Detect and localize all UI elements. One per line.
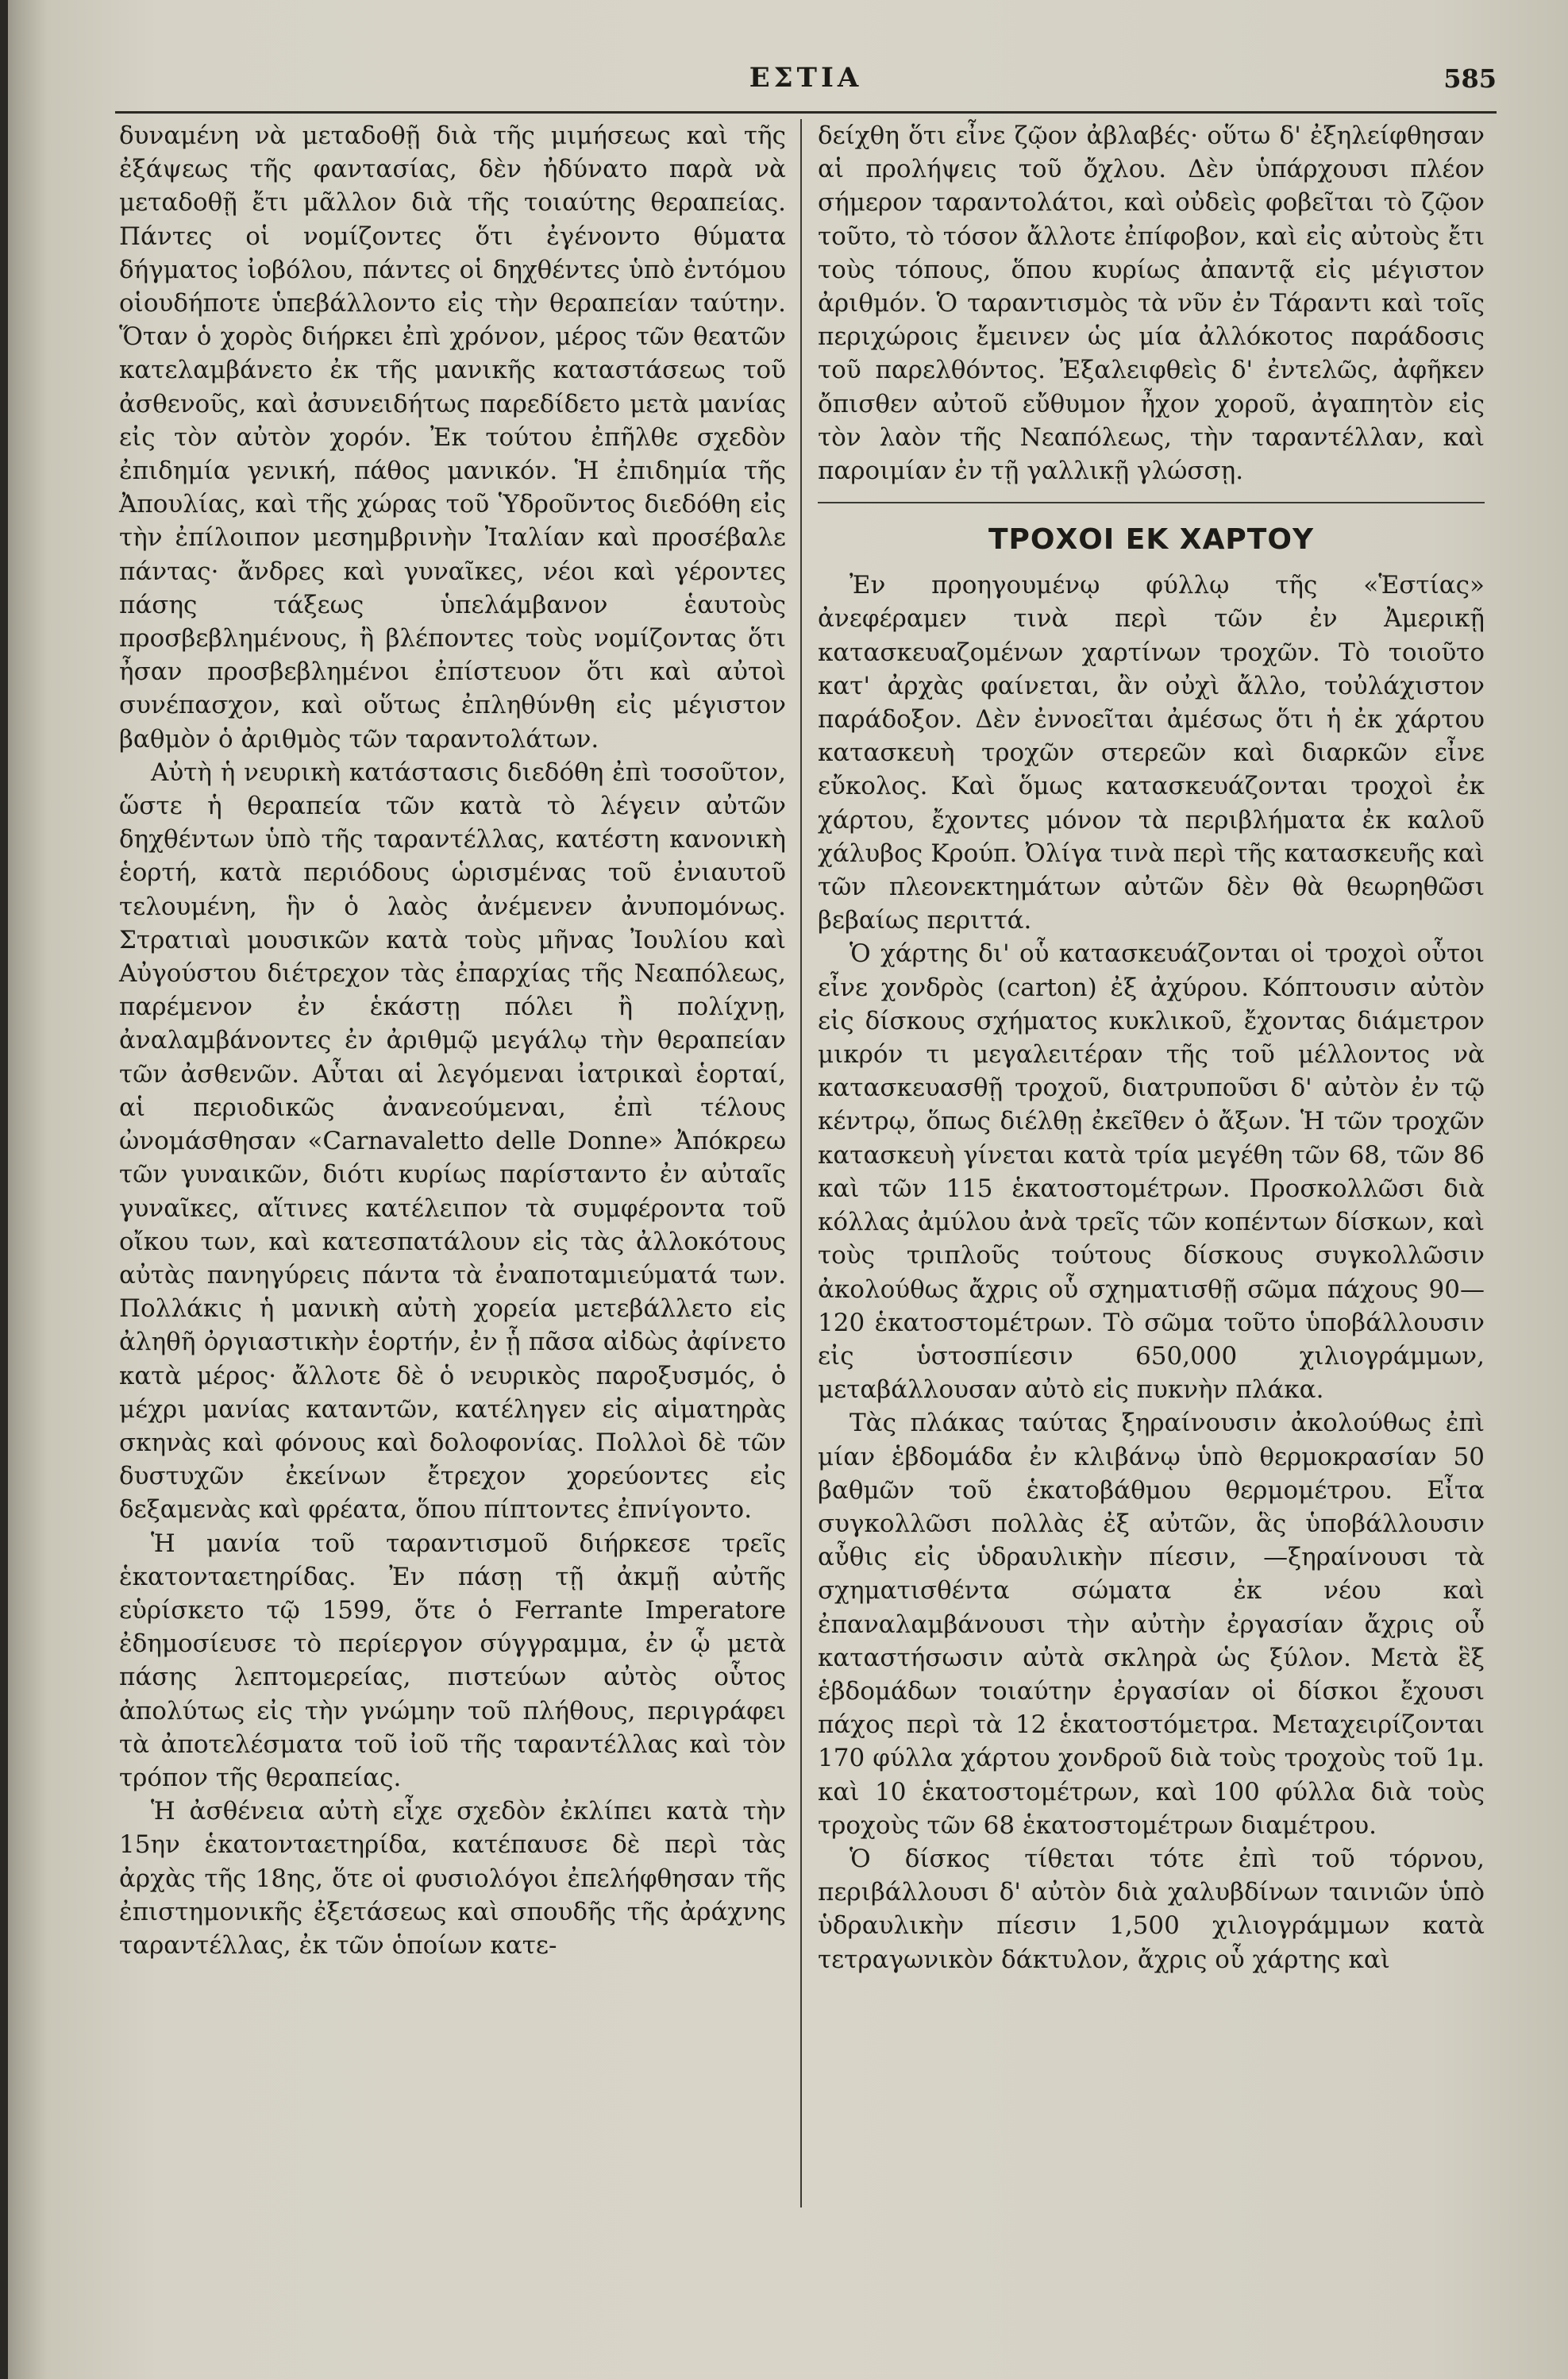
page-number: 585 [1443,64,1497,94]
paragraph: Ἐν προηγουμένῳ φύλλῳ τῆς «Ἑστίας» ἀνεφέραμεν τινὰ περὶ τῶν ἐν Ἀμερικῇ κατασκευαζομένων χαρτίνων τροχῶν. Τὸ τοιοῦτο κατ' ἀρχὰς φαίνεται, ἂν οὐχὶ ἄλλο, τοὐλάχιστον παράδοξον. Δὲν ἐννοεῖται ἀμέσως ὅτι ἡ ἐκ χάρτου κατασκευὴ τροχῶν στερεῶν καὶ διαρκῶν εἶνε εὔκολος. Καὶ ὅμως κατασκευάζονται τροχοὶ ἐκ χάρτου, ἔχοντες μόνον τὰ περιβλήματα ἐκ καλοῦ χάλυβος Κρούπ. Ὀλίγα τινὰ περὶ τῆς κατασκευῆς καὶ τῶν πλεονεκτημάτων αὐτῶν δὲν θὰ θεωρηθῶσι βεβαίως περιττά. [818,571,1485,935]
page-binding-edge [0,0,8,2379]
column-rule [800,119,802,2207]
paragraph: Ἡ μανία τοῦ ταραντισμοῦ διήρκεσε τρεῖς ἑκατονταετηρίδας. Ἐν πάσῃ τῇ ἀκμῇ αὐτῆς εὑρίσκετο τῷ 1599, ὅτε ὁ Ferrante Imperatore ἐδημοσίευσε τὸ περίεργον σύγγραμμα, ἐν ᾧ μετὰ πάσης λεπτομερείας, πιστεύων αὐτὸς οὗτος ἀπολύτως εἰς τὴν γνώμην τοῦ πλήθους, περιγράφει τὰ ἀποτελέσματα τοῦ ἰοῦ τῆς ταραντέλλας καὶ τὸν τρόπον τῆς θεραπείας. [119,1529,786,1792]
journal-title: ΕΣΤΙΑ [749,62,863,94]
paragraph: Τὰς πλάκας ταύτας ξηραίνουσιν ἀκολούθως ἐπὶ μίαν ἑβδομάδα ἐν κλιβάνῳ ὑπὸ θερμοκρασίαν 50 βαθμῶν τοῦ ἑκατοβάθμου θερμομέτρου. Εἶτα συγκολλῶσι πολλὰς ἐξ αὐτῶν, ἃς ὑποβάλλουσιν αὖθις εἰς ὑδραυλικὴν πίεσιν, —ξηραίνουσι τὰ σχηματισθέντα σώματα ἐκ νέου καὶ ἐπαναλαμβάνουσι τὴν αὐτὴν ἐργασίαν ἄχρις οὗ καταστήσωσιν αὐτὰ σκληρὰ ὡς ξύλον. Μετὰ ἓξ ἑβδομάδων τοιαύτην ἐργασίαν οἱ δίσκοι ἔχουσι πάχος περὶ τὰ 12 ἑκατοστόμετρα. Μεταχειρίζονται 170 φύλλα χάρτου χονδροῦ διὰ τοὺς τροχοὺς τοῦ 1μ. καὶ 10 ἑκατοστομέτρων, καὶ 100 φύλλα διὰ τοὺς τροχοὺς τῶν 68 ἑκατοστομέτρων διαμέτρου. [818,1409,1485,1840]
paragraph: Ἡ ἀσθένεια αὐτὴ εἶχε σχεδὸν ἐκλίπει κατὰ τὴν 15ην ἑκατονταετηρίδα, κατέπαυσε δὲ περὶ τὰς ἀρχὰς τῆς 18ης, ὅτε οἱ φυσιολόγοι ἐπελήφθησαν τῆς ἐπιστημονικῆς ἐξετάσεως καὶ σπουδῆς τῆς ἀράχνης ταραντέλλας, ἐκ τῶν ὁποίων κατε- [119,1797,786,1960]
paragraph: Ὁ χάρτης δι' οὗ κατασκευάζονται οἱ τροχοὶ οὗτοι εἶνε χονδρὸς (carton) ἐξ ἀχύρου. Κόπτουσιν αὐτὸν εἰς δίσκους σχήματος κυκλικοῦ, ἔχοντας διάμετρον μικρόν τι μεγαλειτέραν τῆς τοῦ μέλλοντος νὰ κατασκευασθῇ τροχοῦ, διατρυποῦσι δ' αὐτὸν ἐν τῷ κέντρῳ, ὅπως διέλθῃ ἐκεῖθεν ὁ ἄξων. Ἡ τῶν τροχῶν κατασκευὴ γίνεται κατὰ τρία μεγέθη τῶν 68, τῶν 86 καὶ τῶν 115 ἑκατοστομέτρων. Προσκολλῶσι διὰ κόλλας ἀμύλου ἀνὰ τρεῖς τῶν κοπέντων δίσκων, καὶ τοὺς τριπλοῦς τούτους δίσκους συγκολλῶσιν ἀκολούθως ἄχρις οὗ σχηματισθῇ σῶμα πάχους 90—120 ἑκατοστομέτρων. Τὸ σῶμα τοῦτο ὑποβάλλουσιν εἰς ὑστοσπίεσιν 650,000 χιλιογράμμων, μεταβάλλουσαν αὐτὸ εἰς πυκνὴν πλάκα. [818,939,1485,1405]
section-heading: ΤΡΟΧΟΙ ΕΚ ΧΑΡΤΟΥ [988,523,1315,557]
section-rule [818,502,1485,503]
right-column [818,119,1485,1976]
left-column [119,119,786,1962]
header-rule [115,111,1497,114]
paragraph: δυναμένη νὰ μεταδοθῇ διὰ τῆς μιμήσεως καὶ τῆς ἐξάψεως τῆς φαντασίας, δὲν ἠδύνατο παρὰ νὰ μεταδοθῇ ἔτι μᾶλλον διὰ τῆς τοιαύτης θεραπείας. Πάντες οἱ νομίζοντες ὅτι ἐγένοντο θύματα δήγματος ἰοβόλου, πάντες οἱ δηχθέντες ὑπὸ ἐντόμου οἱουδήποτε ὑπεβάλλοντο εἰς τὴν θεραπείαν ταύτην. Ὅταν ὁ χορὸς διήρκει ἐπὶ χρόνον, μέρος τῶν θεατῶν κατελαμβάνετο ἐκ τῆς μανικῆς καταστάσεως τοῦ ἀσθενοῦς, καὶ ἀσυνειδήτως παρεδίδετο μετὰ μανίας εἰς τὸν αὐτὸν χορόν. Ἐκ τούτου ἐπῆλθε σχεδὸν ἐπιδημία γενική, πάθος μανικόν. Ἡ ἐπιδημία τῆς Ἀπουλίας, καὶ τῆς χώρας τοῦ Ὑδροῦντος διεδόθη εἰς τὴν ἐπίλοιπον μεσημβρινὴν Ἰταλίαν καὶ προσέβαλε πάντας· ἄνδρες καὶ γυναῖκες, νέοι καὶ γέροντες πάσης τάξεως ὑπελάμβανον ἑαυτοὺς προσβεβλημένους, ἢ βλέποντες τοὺς νομίζοντας ὅτι ἦσαν προσβεβλημένοι ἐπίστευον ὅτι καὶ αὐτοὶ συνέπασχον, καὶ οὕτως ἐπληθύνθη εἰς μέγιστον βαθμὸν ὁ ἀριθμὸς τῶν ταραντολάτων. [119,121,786,754]
page-header [115,56,1497,103]
paragraph: Ὁ δίσκος τίθεται τότε ἐπὶ τοῦ τόρνου, περιβάλλουσι δ' αὐτὸν διὰ χαλυβδίνων ταινιῶν ὑπὸ ὑδραυλικὴν πίεσιν 1,500 χιλιογράμμων κατὰ τετραγωνικὸν δάκτυλον, ἄχρις οὗ χάρτης καὶ [818,1844,1485,1974]
paragraph: δείχθη ὅτι εἶνε ζῷον ἀβλαβές· οὕτω δ' ἐξηλείφθησαν αἱ προλήψεις τοῦ ὄχλου. Δὲν ὑπάρχουσι πλέον σήμερον ταραντολάτοι, καὶ οὐδεὶς φοβεῖται τὸ ζῷον τοῦτο, τὸ τόσον ἄλλοτε ἐπίφοβον, καὶ εἰς αὐτοὺς ἔτι τοὺς τόπους, ὅπου κυρίως ἀπαντᾷ εἰς μέγιστον ἀριθμόν. Ὁ ταραντισμὸς τὰ νῦν ἐν Τάραντι καὶ τοῖς περιχώροις ἔμεινεν ὡς μία ἀλλόκοτος παράδοσις τοῦ παρελθόντος. Ἐξαλειφθεὶς δ' ἐντελῶς, ἀφῆκεν ὄπισθεν αὐτοῦ εὔθυμον ἦχον χοροῦ, ἀγαπητὸν εἰς τὸν λαὸν τῆς Νεαπόλεως, τὴν ταραντέλλαν, καὶ παροιμίαν ἐν τῇ γαλλικῇ γλώσσῃ. [818,121,1485,486]
paragraph: Αὐτὴ ἡ νευρικὴ κατάστασις διεδόθη ἐπὶ τοσοῦτον, ὥστε ἡ θεραπεία τῶν κατὰ τὸ λέγειν αὐτῶν δηχθέντων ὑπὸ τῆς ταραντέλλας, κατέστη κανονικὴ ἑορτή, κατὰ περιόδους ὡρισμένας τοῦ ἐνιαυτοῦ τελουμένη, ἣν ὁ λαὸς ἀνέμενεν ἀνυπομόνως. Στρατιαὶ μουσικῶν κατὰ τοὺς μῆνας Ἰουλίου καὶ Αὐγούστου διέτρεχον τὰς ἐπαρχίας τῆς Νεαπόλεως, παρέμενον ἐν ἑκάστῃ πόλει ἢ πολίχνῃ, ἀναλαμβάνοντες ἐν ἀριθμῷ μεγάλῳ τὴν θεραπείαν τῶν ἀσθενῶν. Αὗται αἱ λεγόμεναι ἰατρικαὶ ἑορταί, αἱ περιοδικῶς ἀνανεούμεναι, ἐπὶ τέλους ὠνομάσθησαν «Carnavaletto delle Donne» Ἀπόκρεω τῶν γυναικῶν, διότι κυρίως παρίσταντο ἐν αὐταῖς γυναῖκες, αἵτινες κατέλειπον τὰ συμφέροντα τοῦ οἴκου των, καὶ κατεσπατάλουν εἰς τὰς ἀλλοκότους αὐτὰς πανηγύρεις πάντα τὰ ἐναποταμιεύματά των. Πολλάκις ἡ μανικὴ αὐτὴ χορεία μετεβάλλετο εἰς ἀληθῆ ὀργιαστικὴν ἑορτήν, ἐν ᾗ πᾶσα αἰδὼς ἀφίνετο κατὰ μέρος· ἄλλοτε δὲ ὁ νευρικὸς παροξυσμός, ὁ μέχρι μανίας καταντῶν, κατέληγεν εἰς αἱματηρὰς σκηνὰς καὶ φόνους καὶ δολοφονίας. Πολλοὶ δὲ τῶν δυστυχῶν ἐκείνων ἔτρεχον χορεύοντες εἰς δεξαμενὰς καὶ φρέατα, ὅπου πίπτοντες ἐπνίγοντο. [119,758,786,1525]
